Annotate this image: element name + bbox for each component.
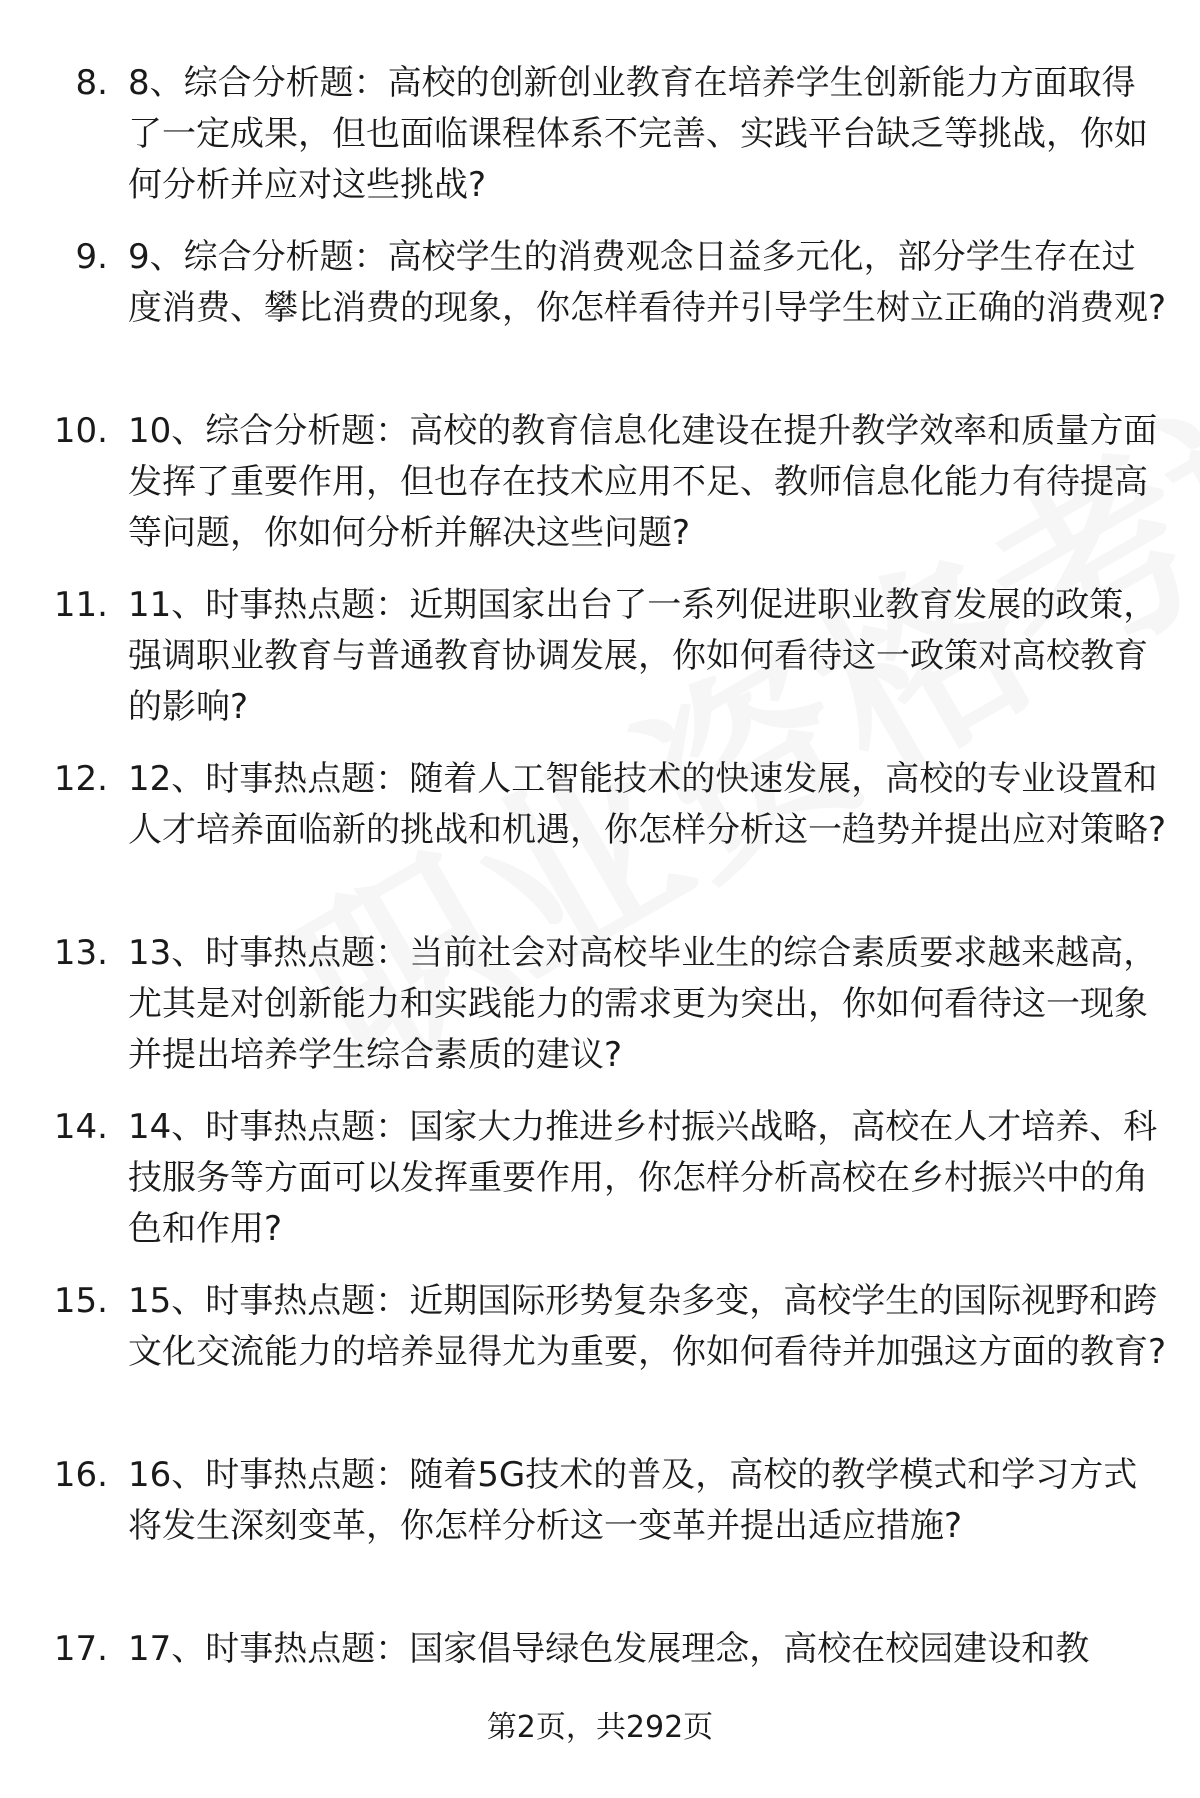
item-number: 9.: [75, 237, 108, 277]
item-number: 13.: [53, 933, 108, 973]
question-list: [0, 58, 1200, 1798]
item-text: 12、时事热点题：随着人工智能技术的快速发展，高校的专业设置和人才培养面临新的挑战和机遇，你怎样分析这一趋势并提出应对策略?: [128, 759, 1167, 850]
item-number: 8.: [75, 63, 108, 103]
list-item: [0, 928, 1200, 1102]
list-item: [0, 406, 1200, 580]
item-number: 11.: [53, 585, 108, 625]
item-number: 16.: [53, 1455, 108, 1495]
item-text: 8、综合分析题：高校的创新创业教育在培养学生创新能力方面取得了一定成果，但也面临课程体系不完善、实践平台缺乏等挑战，你如何分析并应对这些挑战?: [128, 63, 1148, 205]
item-text: 14、时事热点题：国家大力推进乡村振兴战略，高校在人才培养、科技服务等方面可以发挥重要作用，你怎样分析高校在乡村振兴中的角色和作用?: [128, 1107, 1158, 1249]
item-text: 11、时事热点题：近期国家出台了一系列促进职业教育发展的政策，强调职业教育与普通教育协调发展，你如何看待这一政策对高校教育的影响?: [128, 585, 1158, 727]
item-number: 10.: [53, 411, 108, 451]
item-number: 14.: [53, 1107, 108, 1147]
item-text: 17、时事热点题：国家倡导绿色发展理念，高校在校园建设和教: [128, 1629, 1090, 1669]
list-item: [0, 1276, 1200, 1450]
list-item: [0, 580, 1200, 754]
list-item: [0, 232, 1200, 406]
item-text: 16、时事热点题：随着5G技术的普及，高校的教学模式和学习方式将发生深刻变革，你怎样分析这一变革并提出适应措施?: [128, 1455, 1138, 1546]
page-footer: 第2页，共292页: [486, 1710, 714, 1745]
list-item: [0, 1102, 1200, 1276]
item-number: 15.: [53, 1281, 108, 1321]
item-text: 13、时事热点题：当前社会对高校毕业生的综合素质要求越来越高，尤其是对创新能力和实践能力的需求更为突出，你如何看待这一现象并提出培养学生综合素质的建议?: [128, 933, 1158, 1075]
item-text: 15、时事热点题：近期国际形势复杂多变，高校学生的国际视野和跨文化交流能力的培养显得尤为重要，你如何看待并加强这方面的教育?: [128, 1281, 1167, 1372]
list-item: [0, 1450, 1200, 1624]
list-item: [0, 754, 1200, 928]
item-text: 10、综合分析题：高校的教育信息化建设在提升教学效率和质量方面发挥了重要作用，但也存在技术应用不足、教师信息化能力有待提高等问题，你如何分析并解决这些问题?: [128, 411, 1158, 553]
item-number: 17.: [53, 1629, 108, 1669]
item-text: 9、综合分析题：高校学生的消费观念日益多元化，部分学生存在过度消费、攀比消费的现象，你怎样看待并引导学生树立正确的消费观?: [128, 237, 1167, 328]
list-item: [0, 58, 1200, 232]
item-number: 12.: [53, 759, 108, 799]
